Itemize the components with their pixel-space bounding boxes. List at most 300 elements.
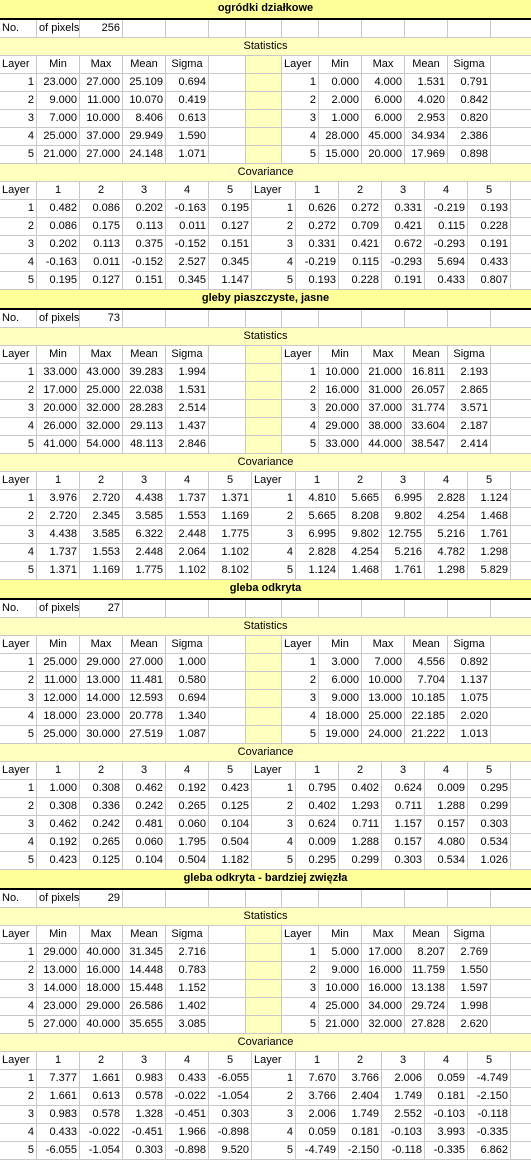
stat-cell[interactable]: 1 [0,74,37,91]
column-header[interactable]: Mean [123,926,166,943]
cov-cell[interactable]: 0.303 [468,816,511,833]
separator-cell[interactable] [246,364,282,381]
stat-cell[interactable]: 37.000 [80,128,123,145]
stat-cell[interactable]: 9.000 [319,690,362,707]
stat-cell[interactable]: 2.193 [448,364,491,381]
cov-cell[interactable]: 0.127 [209,218,252,235]
stat-cell[interactable]: 2 [0,382,37,399]
empty-cell[interactable] [209,962,246,979]
separator-cell[interactable] [246,980,282,997]
stat-cell[interactable]: 4.020 [405,92,448,109]
stat-cell[interactable]: 5 [0,1016,37,1033]
column-header[interactable]: 4 [166,182,209,199]
cov-cell[interactable]: 0.795 [296,780,339,797]
cov-cell[interactable]: 0.104 [209,816,252,833]
cov-cell[interactable]: 0.059 [296,1124,339,1141]
empty-cell[interactable] [282,310,319,327]
column-header[interactable]: 2 [80,762,123,779]
column-header[interactable]: Layer [0,346,37,363]
cov-cell[interactable]: 0.481 [123,816,166,833]
cov-cell[interactable]: 4 [252,834,296,851]
column-header[interactable]: 2 [339,762,382,779]
stat-cell[interactable]: 21.000 [37,146,80,163]
cov-cell[interactable]: 0.504 [166,852,209,869]
cov-cell[interactable]: 4 [0,544,37,561]
stat-cell[interactable]: 4.000 [362,74,405,91]
pixel-count-no-label[interactable]: No. [0,600,37,617]
stat-cell[interactable]: 17.000 [37,382,80,399]
stat-cell[interactable]: 29.949 [123,128,166,145]
empty-cell[interactable] [209,1016,246,1033]
cov-cell[interactable]: 0.202 [123,200,166,217]
stat-cell[interactable]: 2 [0,92,37,109]
cov-cell[interactable]: 1.795 [166,834,209,851]
pixel-count-no-label[interactable]: No. [0,20,37,37]
stat-cell[interactable]: 32.000 [80,418,123,435]
cov-cell[interactable]: 0.303 [123,1142,166,1159]
stat-cell[interactable]: 28.000 [319,128,362,145]
pixel-count-value[interactable]: 27 [80,600,123,617]
cov-cell[interactable]: -0.335 [468,1124,511,1141]
cov-cell[interactable]: 1.288 [425,798,468,815]
stat-cell[interactable]: 26.586 [123,998,166,1015]
cov-cell[interactable]: -0.152 [123,254,166,271]
cov-cell[interactable]: 4.254 [425,508,468,525]
cov-cell[interactable]: 0.157 [382,834,425,851]
cov-cell[interactable]: 0.181 [339,1124,382,1141]
cov-cell[interactable]: 0.086 [80,200,123,217]
cov-cell[interactable]: 4 [252,544,296,561]
empty-cell[interactable] [209,418,246,435]
separator-cell[interactable] [246,400,282,417]
cov-cell[interactable]: 1 [252,780,296,797]
cov-cell[interactable]: -0.103 [382,1124,425,1141]
cov-cell[interactable]: 4 [252,1124,296,1141]
separator-cell[interactable] [246,146,282,163]
cov-cell[interactable]: 0.462 [123,780,166,797]
column-header[interactable]: Sigma [448,926,491,943]
cov-cell[interactable]: -4.749 [468,1070,511,1087]
cov-cell[interactable]: 1.737 [166,490,209,507]
cov-cell[interactable]: 5 [252,562,296,579]
cov-cell[interactable]: 0.113 [80,236,123,253]
stat-cell[interactable]: 18.000 [319,708,362,725]
stat-cell[interactable]: 2.386 [448,128,491,145]
cov-cell[interactable]: 2.006 [296,1106,339,1123]
cov-cell[interactable]: 3 [0,526,37,543]
cov-cell[interactable]: -0.293 [382,254,425,271]
column-header[interactable]: 4 [166,762,209,779]
column-header[interactable]: Min [37,636,80,653]
cov-cell[interactable]: 3 [252,816,296,833]
cov-cell[interactable]: 6.995 [382,490,425,507]
stat-cell[interactable]: 7.000 [362,654,405,671]
stat-cell[interactable]: 25.000 [319,998,362,1015]
column-header[interactable]: 5 [209,182,252,199]
cov-cell[interactable]: 9.802 [339,526,382,543]
stat-cell[interactable]: 16.000 [362,980,405,997]
cov-cell[interactable]: 5.216 [382,544,425,561]
cov-cell[interactable]: 2.448 [166,526,209,543]
cov-cell[interactable]: 0.299 [339,852,382,869]
column-header[interactable]: Min [319,926,362,943]
empty-cell[interactable] [209,708,246,725]
column-header[interactable]: Min [319,636,362,653]
stat-cell[interactable]: 0.580 [166,672,209,689]
cov-cell[interactable]: 2.064 [166,544,209,561]
cov-cell[interactable]: 2.345 [80,508,123,525]
cov-cell[interactable]: 0.295 [468,780,511,797]
column-header[interactable]: Mean [405,56,448,73]
stat-cell[interactable]: 7.704 [405,672,448,689]
column-header[interactable]: 5 [209,762,252,779]
column-header[interactable]: Max [80,56,123,73]
stat-cell[interactable]: 20.778 [123,708,166,725]
stat-cell[interactable]: 2 [0,672,37,689]
cov-cell[interactable]: 0.613 [80,1088,123,1105]
stat-cell[interactable]: 8.406 [123,110,166,127]
cov-cell[interactable]: 4 [252,254,296,271]
stat-cell[interactable]: 29.000 [37,944,80,961]
stat-cell[interactable]: 2.865 [448,382,491,399]
stat-cell[interactable]: 14.000 [37,980,80,997]
empty-cell[interactable] [123,20,166,37]
column-header[interactable]: Sigma [166,926,209,943]
cov-cell[interactable]: 1.169 [209,508,252,525]
stat-cell[interactable]: 23.000 [37,998,80,1015]
column-header[interactable]: Sigma [448,56,491,73]
cov-cell[interactable]: 0.265 [166,798,209,815]
cov-cell[interactable]: 0.578 [123,1088,166,1105]
column-header[interactable]: Max [362,636,405,653]
stat-cell[interactable]: 1 [0,654,37,671]
cov-cell[interactable]: -0.219 [425,200,468,217]
cov-cell[interactable]: 1.468 [339,562,382,579]
cov-cell[interactable]: 5 [252,272,296,289]
separator-cell[interactable] [246,110,282,127]
cov-cell[interactable]: 0.421 [339,236,382,253]
stat-cell[interactable]: 15.448 [123,980,166,997]
stat-cell[interactable]: 3 [282,400,319,417]
stat-cell[interactable]: 27.000 [80,74,123,91]
stat-cell[interactable]: 20.000 [37,400,80,417]
stat-cell[interactable]: 4 [0,708,37,725]
empty-cell[interactable] [166,310,209,327]
cov-cell[interactable]: 0.375 [123,236,166,253]
separator-cell[interactable] [246,690,282,707]
stat-cell[interactable]: 20.000 [362,146,405,163]
empty-cell[interactable] [405,310,448,327]
cov-cell[interactable]: 1.157 [382,816,425,833]
cov-cell[interactable]: 6.995 [296,526,339,543]
stat-cell[interactable]: 2 [282,382,319,399]
stat-cell[interactable]: 6.000 [362,92,405,109]
cov-cell[interactable]: 3 [0,236,37,253]
stat-cell[interactable]: 0.000 [319,74,362,91]
cov-cell[interactable]: 0.202 [37,236,80,253]
empty-cell[interactable] [166,890,209,907]
cov-cell[interactable]: 0.504 [209,834,252,851]
stat-cell[interactable]: 2 [0,962,37,979]
column-header[interactable]: 1 [37,1052,80,1069]
stat-cell[interactable]: 10.000 [319,980,362,997]
stat-cell[interactable]: 25.000 [362,708,405,725]
cov-cell[interactable]: 5.829 [468,562,511,579]
column-header[interactable]: 2 [80,1052,123,1069]
cov-cell[interactable]: 0.104 [123,852,166,869]
stat-cell[interactable]: 3 [282,980,319,997]
stat-cell[interactable]: 4 [282,418,319,435]
stat-cell[interactable]: 3.085 [166,1016,209,1033]
cov-cell[interactable]: 4.080 [425,834,468,851]
column-header[interactable]: Layer [0,926,37,943]
stat-cell[interactable]: 3.000 [319,654,362,671]
column-header[interactable]: 1 [296,762,339,779]
column-header[interactable]: Min [319,346,362,363]
empty-cell[interactable] [209,92,246,109]
separator-cell[interactable] [246,708,282,725]
stat-cell[interactable]: 21.222 [405,726,448,743]
separator-cell[interactable] [246,382,282,399]
stat-cell[interactable]: 2.187 [448,418,491,435]
pixel-count-label[interactable]: of pixels [37,890,80,907]
empty-cell[interactable] [209,128,246,145]
stat-cell[interactable]: 31.774 [405,400,448,417]
separator-cell[interactable] [246,418,282,435]
empty-cell[interactable] [246,20,282,37]
pixel-count-no-label[interactable]: No. [0,890,37,907]
column-header[interactable]: 5 [209,472,252,489]
cov-cell[interactable]: 1 [0,490,37,507]
cov-cell[interactable]: -6.055 [209,1070,252,1087]
separator-cell[interactable] [246,962,282,979]
cov-cell[interactable]: 0.009 [296,834,339,851]
stat-cell[interactable]: 10.185 [405,690,448,707]
stat-cell[interactable]: 5 [0,436,37,453]
column-header[interactable]: 3 [382,1052,425,1069]
cov-cell[interactable]: 5 [0,1142,37,1159]
column-header[interactable]: Mean [123,636,166,653]
empty-cell[interactable] [362,600,405,617]
empty-cell[interactable] [448,310,491,327]
cov-cell[interactable]: 0.242 [123,798,166,815]
stat-cell[interactable]: 1 [0,364,37,381]
stat-cell[interactable]: 13.000 [37,962,80,979]
cov-cell[interactable]: 1.371 [37,562,80,579]
column-header[interactable]: Layer [252,762,296,779]
stat-cell[interactable]: 18.000 [80,980,123,997]
cov-cell[interactable]: 1.288 [339,834,382,851]
column-header[interactable]: Max [362,56,405,73]
cov-cell[interactable]: -1.054 [80,1142,123,1159]
cov-cell[interactable]: 1.169 [80,562,123,579]
column-header[interactable]: 4 [425,1052,468,1069]
cov-cell[interactable]: 0.462 [37,816,80,833]
separator-cell[interactable] [246,56,282,73]
column-header[interactable]: 4 [166,1052,209,1069]
empty-cell[interactable] [209,672,246,689]
stat-cell[interactable]: 27.000 [80,146,123,163]
column-header[interactable]: 3 [382,182,425,199]
stat-cell[interactable]: 32.000 [362,1016,405,1033]
cov-cell[interactable]: -0.219 [296,254,339,271]
cov-cell[interactable]: 0.157 [425,816,468,833]
column-header[interactable]: Min [37,926,80,943]
column-header[interactable]: Sigma [166,56,209,73]
cov-cell[interactable]: 1 [252,1070,296,1087]
empty-cell[interactable] [209,20,246,37]
cov-cell[interactable]: 0.423 [209,780,252,797]
column-header[interactable]: Layer [252,1052,296,1069]
cov-cell[interactable]: 0.127 [80,272,123,289]
empty-cell[interactable] [209,944,246,961]
separator-cell[interactable] [246,92,282,109]
cov-cell[interactable]: 1.182 [209,852,252,869]
cov-cell[interactable]: 0.711 [339,816,382,833]
column-header[interactable]: Layer [282,56,319,73]
stat-cell[interactable]: 48.113 [123,436,166,453]
cov-cell[interactable]: 0.345 [209,254,252,271]
stat-cell[interactable]: 1.597 [448,980,491,997]
column-header[interactable]: 3 [382,762,425,779]
stat-cell[interactable]: 41.000 [37,436,80,453]
column-header[interactable]: 1 [37,762,80,779]
cov-cell[interactable]: -0.103 [425,1106,468,1123]
stat-cell[interactable]: 29.000 [80,998,123,1015]
empty-cell[interactable] [209,400,246,417]
stat-cell[interactable]: 1.071 [166,146,209,163]
stat-cell[interactable]: 2.514 [166,400,209,417]
stat-cell[interactable]: 25.000 [37,128,80,145]
stat-cell[interactable]: 3.571 [448,400,491,417]
empty-cell[interactable] [209,600,246,617]
column-header[interactable]: Sigma [166,346,209,363]
stat-cell[interactable]: 6.000 [319,672,362,689]
stat-cell[interactable]: 4 [0,128,37,145]
empty-cell[interactable] [448,890,491,907]
stat-cell[interactable]: 0.419 [166,92,209,109]
cov-cell[interactable]: 0.534 [425,852,468,869]
stat-cell[interactable]: 1.531 [166,382,209,399]
pixel-count-label[interactable]: of pixels [37,310,80,327]
separator-cell[interactable] [246,346,282,363]
cov-cell[interactable]: 4.438 [37,526,80,543]
column-header[interactable]: 4 [425,762,468,779]
cov-cell[interactable]: 2.527 [166,254,209,271]
stat-cell[interactable]: 30.000 [80,726,123,743]
empty-cell[interactable] [448,600,491,617]
stat-cell[interactable]: 1 [282,654,319,671]
separator-cell[interactable] [246,636,282,653]
cov-cell[interactable]: 0.711 [382,798,425,815]
cov-cell[interactable]: 1.026 [468,852,511,869]
cov-cell[interactable]: 4.438 [123,490,166,507]
cov-cell[interactable]: 0.113 [123,218,166,235]
stat-cell[interactable]: 23.000 [80,708,123,725]
separator-cell[interactable] [246,944,282,961]
stat-cell[interactable]: 35.655 [123,1016,166,1033]
stat-cell[interactable]: 13.000 [80,672,123,689]
empty-cell[interactable] [405,20,448,37]
cov-cell[interactable]: 2 [0,1088,37,1105]
stat-cell[interactable]: 27.519 [123,726,166,743]
cov-cell[interactable]: -0.118 [468,1106,511,1123]
empty-cell[interactable] [448,20,491,37]
stat-cell[interactable]: 10.000 [319,364,362,381]
cov-cell[interactable]: 0.191 [382,272,425,289]
empty-cell[interactable] [362,890,405,907]
stat-cell[interactable]: 5 [282,1016,319,1033]
stat-cell[interactable]: 25.000 [37,726,80,743]
cov-cell[interactable]: -1.054 [209,1088,252,1105]
cov-cell[interactable]: 0.423 [37,852,80,869]
column-header[interactable]: 5 [468,762,511,779]
separator-cell[interactable] [246,726,282,743]
cov-cell[interactable]: 1.124 [296,562,339,579]
stat-cell[interactable]: 3 [282,110,319,127]
cov-cell[interactable]: 4.782 [425,544,468,561]
stat-cell[interactable]: 1.075 [448,690,491,707]
cov-cell[interactable]: 1.775 [209,526,252,543]
cov-cell[interactable]: 1.749 [382,1088,425,1105]
cov-cell[interactable]: 0.059 [425,1070,468,1087]
stat-cell[interactable]: 13.000 [362,690,405,707]
empty-cell[interactable] [166,20,209,37]
cov-cell[interactable]: 2.828 [425,490,468,507]
cov-cell[interactable]: 2.404 [339,1088,382,1105]
stat-cell[interactable]: 39.283 [123,364,166,381]
stat-cell[interactable]: 14.000 [80,690,123,707]
stat-cell[interactable]: 1.402 [166,998,209,1015]
stat-cell[interactable]: 29.113 [123,418,166,435]
column-header[interactable]: Mean [123,346,166,363]
stat-cell[interactable]: 4 [0,418,37,435]
column-header[interactable]: 4 [166,472,209,489]
pixel-count-value[interactable]: 256 [80,20,123,37]
stat-cell[interactable]: 17.000 [362,944,405,961]
stat-cell[interactable]: 2.716 [166,944,209,961]
empty-cell[interactable] [209,364,246,381]
stat-cell[interactable]: 9.000 [37,92,80,109]
stat-cell[interactable]: 4 [282,128,319,145]
empty-cell[interactable] [209,690,246,707]
cov-cell[interactable]: 0.151 [209,236,252,253]
stat-cell[interactable]: 34.934 [405,128,448,145]
column-header[interactable]: Mean [405,926,448,943]
cov-cell[interactable]: 0.303 [209,1106,252,1123]
cov-cell[interactable]: 3 [252,1106,296,1123]
cov-cell[interactable]: 2.720 [37,508,80,525]
column-header[interactable]: Sigma [166,636,209,653]
stat-cell[interactable]: 37.000 [362,400,405,417]
cov-cell[interactable]: 0.336 [80,798,123,815]
stat-cell[interactable]: 4.556 [405,654,448,671]
cov-cell[interactable]: 1 [0,1070,37,1087]
stat-cell[interactable]: 0.842 [448,92,491,109]
cov-cell[interactable]: 0.060 [166,816,209,833]
stat-cell[interactable]: 0.613 [166,110,209,127]
column-header[interactable]: Layer [252,182,296,199]
column-header[interactable]: Layer [252,472,296,489]
cov-cell[interactable]: 2 [252,508,296,525]
column-header[interactable]: Mean [405,346,448,363]
column-header[interactable]: Max [80,636,123,653]
empty-cell[interactable] [362,20,405,37]
column-header[interactable]: 2 [339,1052,382,1069]
stat-cell[interactable]: 11.759 [405,962,448,979]
pixel-count-label[interactable]: of pixels [37,600,80,617]
stat-cell[interactable]: 5.000 [319,944,362,961]
